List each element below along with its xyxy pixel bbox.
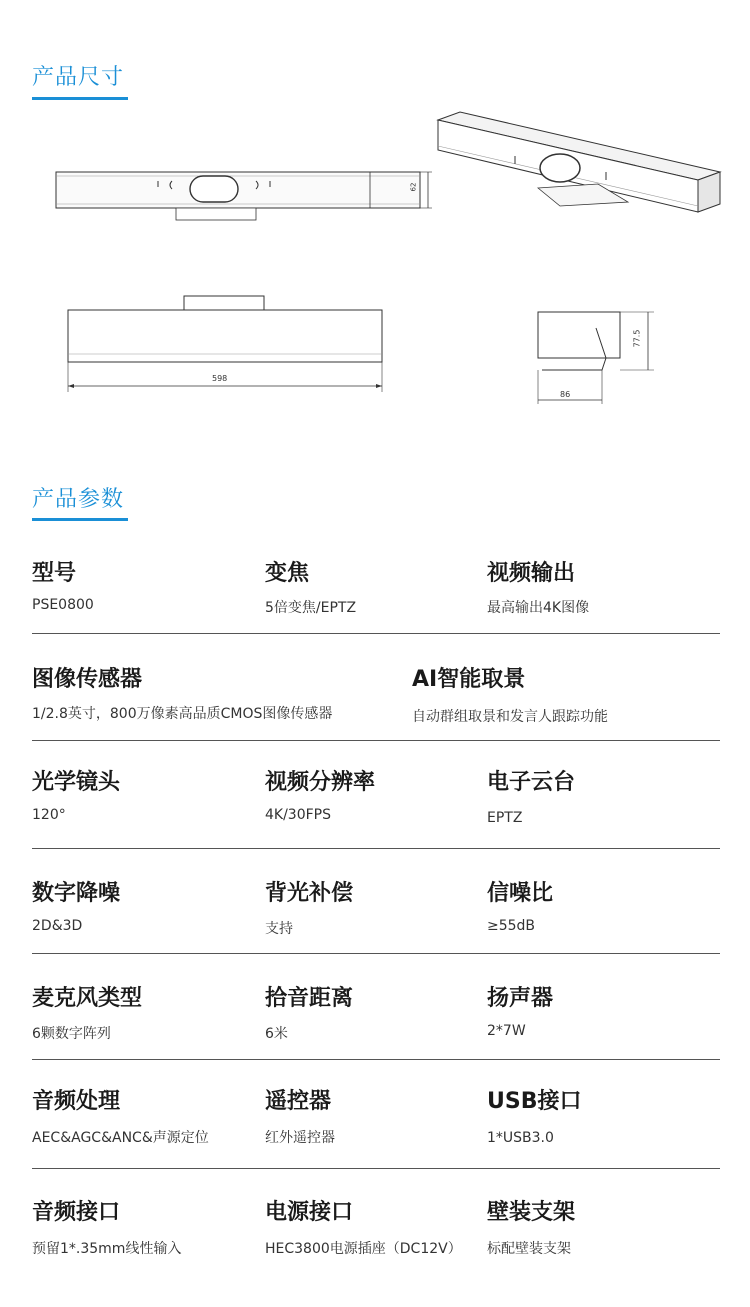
spec-label-wall-mount: 壁装支架 <box>487 1200 576 1225</box>
spec-label-backlight: 背光补偿 <box>265 881 354 906</box>
spec-label-usb: USB接口 <box>487 1089 582 1114</box>
spec-label-audio-processing: 音频处理 <box>32 1089 121 1114</box>
front-height-dimension: 62 <box>409 182 418 192</box>
side-height-dimension: 77.5 <box>632 329 642 348</box>
row-divider <box>32 633 720 634</box>
spec-value-zoom: 5倍变焦/EPTZ <box>265 600 357 616</box>
spec-value-lens: 120° <box>32 807 66 823</box>
spec-value-video-output: 最高输出4K图像 <box>487 600 590 616</box>
spec-value-resolution: 4K/30FPS <box>265 807 332 823</box>
spec-value-backlight: 支持 <box>265 921 293 937</box>
row-divider <box>32 848 720 849</box>
spec-label-noise-reduction: 数字降噪 <box>32 881 121 906</box>
row-divider <box>32 1168 720 1169</box>
front-view-drawing <box>50 165 440 225</box>
width-dimension: 598 <box>212 374 228 383</box>
spec-value-snr: ≥55dB <box>487 918 536 934</box>
row-divider <box>32 740 720 741</box>
side-view-drawing <box>530 308 660 408</box>
spec-label-model: 型号 <box>32 561 77 586</box>
spec-value-audio-port: 预留1*.35mm线性输入 <box>32 1241 182 1257</box>
spec-value-wall-mount: 标配壁装支架 <box>487 1241 571 1257</box>
spec-label-zoom: 变焦 <box>265 561 310 586</box>
spec-label-sensor: 图像传感器 <box>32 667 143 692</box>
spec-value-speaker: 2*7W <box>487 1023 526 1039</box>
spec-value-model: PSE0800 <box>32 597 94 613</box>
spec-label-snr: 信噪比 <box>487 881 554 906</box>
spec-label-power-port: 电源接口 <box>265 1200 354 1225</box>
spec-value-ptz: EPTZ <box>487 810 523 826</box>
spec-value-sensor: 1/2.8英寸，800万像素高品质CMOS图像传感器 <box>32 706 333 722</box>
dimensions-section-title: 产品尺寸 <box>32 65 125 90</box>
spec-label-pickup-range: 拾音距离 <box>265 986 354 1011</box>
row-divider <box>32 953 720 954</box>
spec-value-ai-framing: 自动群组取景和发言人跟踪功能 <box>412 709 608 725</box>
depth-dimension: 86 <box>560 390 571 399</box>
spec-label-video-output: 视频输出 <box>487 561 576 586</box>
spec-label-ptz: 电子云台 <box>487 770 576 795</box>
dimensions-title-underline <box>32 97 128 100</box>
spec-label-audio-port: 音频接口 <box>32 1200 121 1225</box>
row-divider <box>32 1059 720 1060</box>
spec-label-mic-type: 麦克风类型 <box>32 986 143 1011</box>
spec-value-remote: 红外遥控器 <box>265 1130 335 1146</box>
spec-value-audio-processing: AEC&AGC&ANC&声源定位 <box>32 1130 209 1146</box>
perspective-view-drawing <box>430 108 730 218</box>
spec-label-remote: 遥控器 <box>265 1089 332 1114</box>
spec-label-resolution: 视频分辨率 <box>265 770 376 795</box>
spec-value-mic-type: 6颗数字阵列 <box>32 1026 111 1042</box>
spec-label-ai-framing: AI智能取景 <box>412 667 526 692</box>
spec-label-speaker: 扬声器 <box>487 986 554 1011</box>
spec-value-usb: 1*USB3.0 <box>487 1130 554 1146</box>
spec-value-pickup-range: 6米 <box>265 1026 288 1042</box>
params-section-title: 产品参数 <box>32 487 125 512</box>
spec-value-power-port: HEC3800电源插座（DC12V） <box>265 1241 462 1257</box>
spec-label-lens: 光学镜头 <box>32 770 121 795</box>
spec-value-noise-reduction: 2D&3D <box>32 918 83 934</box>
params-title-underline <box>32 518 128 521</box>
